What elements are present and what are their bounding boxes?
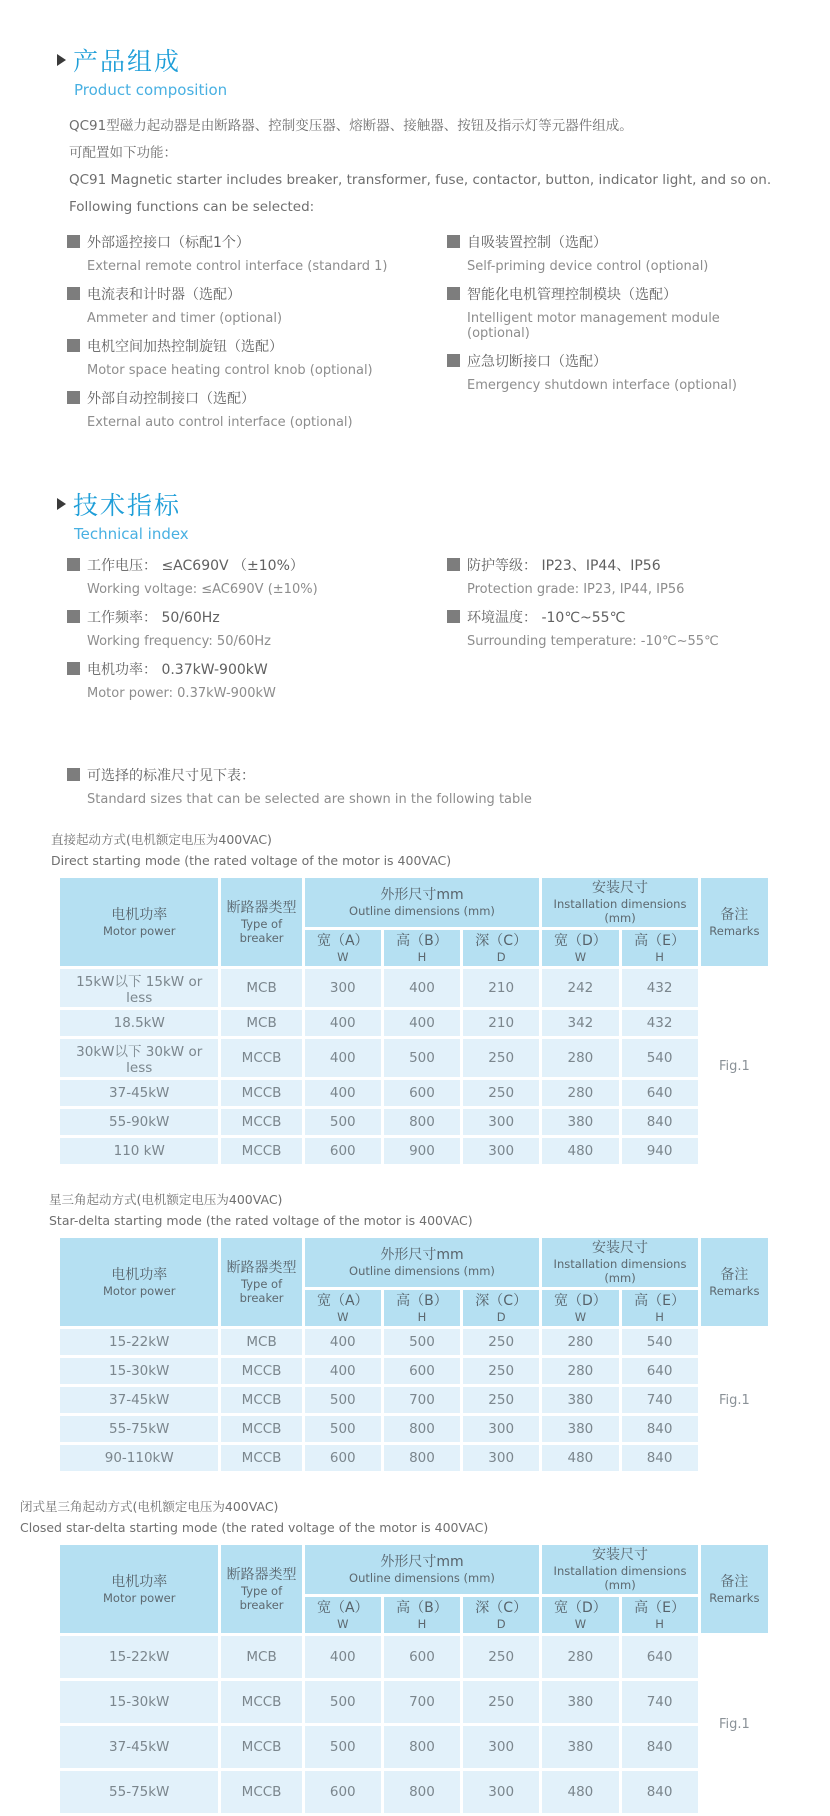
label-zh: 宽（D） — [554, 932, 607, 949]
label-en: H — [655, 949, 664, 964]
table-cell: 380 — [542, 1726, 618, 1768]
spec-zh: 工作频率： 50/60Hz — [87, 610, 220, 626]
label-zh: 外形尺寸mm — [380, 1554, 464, 1570]
header-depth-c — [463, 1290, 539, 1326]
label-en: Installation dimensions (mm) — [553, 1257, 687, 1285]
label-en: Motor power — [103, 1590, 176, 1605]
table-cell: 400 — [384, 1010, 460, 1036]
table-cell: MCB — [221, 1636, 301, 1678]
table-cell: MCCB — [221, 1358, 301, 1384]
table-cell: 800 — [384, 1109, 460, 1135]
header-motor-power — [60, 1238, 218, 1326]
spec-item — [447, 555, 773, 597]
header-remarks — [701, 878, 768, 966]
header-installation-dimensions — [542, 878, 697, 927]
table-cell: 740 — [622, 1387, 698, 1413]
caption-en: Star-delta starting mode (the rated voltage of the motor is 400VAC) — [49, 1213, 473, 1228]
table-cell: 400 — [305, 1010, 381, 1036]
table-cell: 300 — [463, 1109, 539, 1135]
table-row — [60, 1329, 768, 1355]
label-zh: 断路器类型 — [226, 899, 297, 916]
spec-en: Motor power: 0.37kW-900kW — [87, 686, 276, 701]
note-zh: 可选择的标准尺寸见下表： — [87, 768, 255, 784]
feature-en: Self-priming device control (optional) — [467, 259, 709, 274]
label-en: H — [417, 1616, 427, 1631]
square-bullet-icon — [447, 235, 460, 248]
table-cell: 15-30kW — [60, 1681, 218, 1723]
table-caption — [20, 1496, 773, 1538]
label-zh: 高（E） — [634, 1292, 686, 1309]
label-en: Remarks — [709, 923, 760, 938]
table-cell: 840 — [622, 1726, 698, 1768]
spec-column-right — [447, 555, 773, 711]
header-width-a — [305, 1597, 381, 1633]
label-zh: 深（C） — [475, 1599, 528, 1616]
table-cell: 432 — [622, 969, 698, 1007]
section-title-zh: 产品组成 — [73, 47, 182, 76]
table-cell: 840 — [622, 1109, 698, 1135]
table-cell: 280 — [542, 1358, 618, 1384]
table-cell: 600 — [305, 1445, 381, 1471]
table-row — [60, 1109, 768, 1135]
feature-zh: 智能化电机管理控制模块（选配） — [467, 287, 677, 303]
remark-cell: Fig.1 — [701, 969, 768, 1164]
label-en: Type of breaker — [239, 1583, 284, 1612]
feature-en: Ammeter and timer (optional) — [87, 311, 283, 326]
table-row — [60, 1771, 768, 1813]
table-cell: 500 — [305, 1726, 381, 1768]
label-en: H — [655, 1309, 664, 1324]
feature-item — [447, 284, 773, 341]
label-en: Installation dimensions (mm) — [553, 1564, 687, 1592]
spec-en: Working voltage: ≤AC690V (±10%) — [87, 582, 318, 597]
standard-sizes-note — [57, 765, 773, 807]
header-remarks — [701, 1238, 768, 1326]
table-cell: 380 — [542, 1109, 618, 1135]
feature-column-right — [447, 232, 773, 440]
spec-item — [447, 607, 773, 649]
table-cell: MCCB — [221, 1138, 301, 1164]
remark-cell: Fig.1 — [701, 1329, 768, 1471]
spec-en: Working frequency: 50/60Hz — [87, 634, 271, 649]
feature-item — [67, 388, 447, 430]
table-cell: 250 — [463, 1329, 539, 1355]
table-cell: MCCB — [221, 1771, 301, 1813]
table-cell: 900 — [384, 1138, 460, 1164]
table-cell: 640 — [622, 1636, 698, 1678]
table-caption — [51, 829, 773, 871]
table-cell: 480 — [542, 1771, 618, 1813]
table-cell: 250 — [463, 1080, 539, 1106]
label-en: W — [337, 949, 349, 964]
closed-star-delta-table — [57, 1542, 771, 1816]
triangle-right-icon — [57, 498, 66, 510]
label-zh: 深（C） — [475, 1292, 528, 1309]
square-bullet-icon — [67, 391, 80, 404]
header-breaker-type — [221, 1545, 301, 1633]
intro-line-en-2: Following functions can be selected: — [69, 199, 315, 215]
section-title-row — [57, 42, 773, 78]
table-cell: 250 — [463, 1636, 539, 1678]
table-cell: MCB — [221, 1329, 301, 1355]
label-zh: 宽（D） — [554, 1599, 607, 1616]
table-cell: 640 — [622, 1358, 698, 1384]
table-cell: 400 — [384, 969, 460, 1007]
spec-columns — [67, 555, 773, 711]
table-cell: 342 — [542, 1010, 618, 1036]
label-zh: 电机功率 — [111, 1266, 168, 1283]
caption-zh: 闭式星三角起动方式(电机额定电压为400VAC) — [20, 1499, 279, 1514]
table-cell: 400 — [305, 1329, 381, 1355]
label-en: H — [417, 1309, 427, 1324]
square-bullet-icon — [447, 558, 460, 571]
table-cell: 800 — [384, 1726, 460, 1768]
label-zh: 安装尺寸 — [592, 880, 648, 896]
feature-zh: 应急切断接口（选配） — [467, 354, 607, 370]
caption-en: Closed star-delta starting mode (the rated voltage of the motor is 400VAC) — [20, 1520, 489, 1535]
intro-line-en-1: QC91 Magnetic starter includes breaker, transformer, fuse, contactor, button, indicator light, and so on. — [69, 172, 772, 188]
label-zh: 断路器类型 — [226, 1259, 297, 1276]
label-zh: 备注 — [720, 1266, 749, 1283]
table-cell: 18.5kW — [60, 1010, 218, 1036]
header-outline-dimensions — [305, 878, 540, 927]
label-zh: 高（B） — [396, 1599, 448, 1616]
section-title-en: Product composition — [74, 81, 228, 99]
table-cell: 300 — [463, 1416, 539, 1442]
header-height-b — [384, 1290, 460, 1326]
table-cell: 280 — [542, 1039, 618, 1077]
feature-item — [447, 232, 773, 274]
spec-column-left — [67, 555, 447, 711]
square-bullet-icon — [67, 662, 80, 675]
label-zh: 安装尺寸 — [592, 1547, 648, 1563]
table-cell: 300 — [463, 1138, 539, 1164]
table-cell: 90-110kW — [60, 1445, 218, 1471]
label-en: H — [417, 949, 427, 964]
section-product-composition — [57, 42, 773, 440]
table-cell: 300 — [305, 969, 381, 1007]
label-en: W — [337, 1616, 349, 1631]
header-width-d — [542, 1597, 618, 1633]
table-cell: MCCB — [221, 1416, 301, 1442]
direct-starting-table — [57, 875, 771, 1167]
label-en: Outline dimensions (mm) — [349, 1571, 495, 1585]
table-cell: 300 — [463, 1445, 539, 1471]
label-en: Motor power — [103, 923, 176, 938]
table-cell: 250 — [463, 1681, 539, 1723]
intro-paragraphs — [69, 114, 773, 220]
table-cell: 600 — [305, 1771, 381, 1813]
table-cell: 380 — [542, 1387, 618, 1413]
table-cell: 30kW以下 30kW or less — [60, 1039, 218, 1077]
feature-item — [67, 232, 447, 274]
label-en: W — [574, 949, 587, 964]
table-cell: MCCB — [221, 1726, 301, 1768]
table-cell: 110 kW — [60, 1138, 218, 1164]
spec-item — [67, 555, 447, 597]
intro-line-zh-1: QC91型磁力起动器是由断路器、控制变压器、熔断器、接触器、按钮及指示灯等元器件组成。 — [69, 118, 633, 134]
square-bullet-icon — [447, 354, 460, 367]
table-cell: MCB — [221, 1010, 301, 1036]
header-breaker-type — [221, 1238, 301, 1326]
feature-en: External auto control interface (optional) — [87, 415, 353, 430]
feature-column-left — [67, 232, 447, 440]
spec-zh: 防护等级： IP23、IP44、IP56 — [467, 558, 661, 574]
table-caption — [49, 1189, 773, 1231]
table-row — [60, 1039, 768, 1077]
header-installation-dimensions — [542, 1545, 697, 1594]
square-bullet-icon — [67, 768, 80, 781]
table-cell: 640 — [622, 1080, 698, 1106]
label-zh: 外形尺寸mm — [380, 887, 464, 903]
spec-zh: 电机功率： 0.37kW-900kW — [87, 662, 268, 678]
feature-en: Intelligent motor management module (optional) — [467, 311, 720, 341]
table-cell: 380 — [542, 1416, 618, 1442]
table-cell: 540 — [622, 1329, 698, 1355]
table-cell: 540 — [622, 1039, 698, 1077]
table-cell: 280 — [542, 1080, 618, 1106]
table-cell: 210 — [463, 969, 539, 1007]
feature-zh: 外部自动控制接口（选配） — [87, 391, 255, 407]
feature-zh: 电流表和计时器（选配） — [87, 287, 241, 303]
table-cell: 15-22kW — [60, 1329, 218, 1355]
label-en: Outline dimensions (mm) — [349, 904, 495, 918]
feature-zh: 外部遥控接口（标配1个） — [87, 235, 250, 251]
label-zh: 外形尺寸mm — [380, 1247, 464, 1263]
table-cell: 400 — [305, 1080, 381, 1106]
table-cell: 600 — [305, 1138, 381, 1164]
table-row — [60, 1726, 768, 1768]
feature-item — [447, 351, 773, 393]
table-cell: 800 — [384, 1445, 460, 1471]
header-height-e — [622, 930, 698, 966]
table-cell: 480 — [542, 1445, 618, 1471]
table-cell: 840 — [622, 1445, 698, 1471]
intro-line-zh-2: 可配置如下功能： — [69, 145, 177, 161]
table-cell: 480 — [542, 1138, 618, 1164]
table-cell: 800 — [384, 1771, 460, 1813]
spec-zh: 工作电压： ≤AC690V （±10%） — [87, 558, 304, 574]
table-cell: 600 — [384, 1358, 460, 1384]
caption-en: Direct starting mode (the rated voltage of the motor is 400VAC) — [51, 853, 452, 868]
table-cell: 15-22kW — [60, 1636, 218, 1678]
header-motor-power — [60, 878, 218, 966]
label-zh: 电机功率 — [111, 906, 168, 923]
square-bullet-icon — [67, 339, 80, 352]
table-cell: 37-45kW — [60, 1387, 218, 1413]
table-cell: 400 — [305, 1636, 381, 1678]
label-en: Remarks — [709, 1283, 760, 1298]
table-cell: 37-45kW — [60, 1726, 218, 1768]
feature-en: External remote control interface (standard 1) — [87, 259, 388, 274]
section-title-en: Technical index — [74, 525, 189, 543]
spec-zh: 环境温度： -10℃~55℃ — [467, 610, 626, 626]
table-cell: 700 — [384, 1681, 460, 1723]
label-zh: 宽（A） — [316, 1599, 369, 1616]
table-cell: 500 — [384, 1329, 460, 1355]
table-cell: MCCB — [221, 1080, 301, 1106]
label-zh: 宽（D） — [554, 1292, 607, 1309]
label-en: W — [574, 1309, 587, 1324]
header-height-e — [622, 1290, 698, 1326]
label-zh: 备注 — [720, 1573, 749, 1590]
label-en: Outline dimensions (mm) — [349, 1264, 495, 1278]
table-cell: 242 — [542, 969, 618, 1007]
header-width-d — [542, 1290, 618, 1326]
spec-item — [67, 659, 447, 701]
table-cell: 280 — [542, 1636, 618, 1678]
square-bullet-icon — [67, 610, 80, 623]
table-cell: 740 — [622, 1681, 698, 1723]
square-bullet-icon — [67, 235, 80, 248]
table-cell: MCB — [221, 969, 301, 1007]
table-cell: 840 — [622, 1416, 698, 1442]
table-cell: 500 — [384, 1039, 460, 1077]
table-row — [60, 1010, 768, 1036]
label-zh: 备注 — [720, 906, 749, 923]
table-row — [60, 1681, 768, 1723]
section-technical-index — [57, 486, 773, 711]
feature-en: Motor space heating control knob (optional) — [87, 363, 373, 378]
square-bullet-icon — [67, 558, 80, 571]
table-cell: 55-75kW — [60, 1416, 218, 1442]
label-zh: 高（B） — [396, 1292, 448, 1309]
table-cell: 400 — [305, 1039, 381, 1077]
table-cell: 400 — [305, 1358, 381, 1384]
table-cell: 500 — [305, 1109, 381, 1135]
table-cell: 500 — [305, 1387, 381, 1413]
table-cell: 840 — [622, 1771, 698, 1813]
label-en: W — [337, 1309, 349, 1324]
header-width-a — [305, 930, 381, 966]
table-cell: 250 — [463, 1358, 539, 1384]
square-bullet-icon — [447, 287, 460, 300]
header-height-e — [622, 1597, 698, 1633]
table-cell: 600 — [384, 1080, 460, 1106]
table-row — [60, 1138, 768, 1164]
header-installation-dimensions — [542, 1238, 697, 1287]
table-row — [60, 1445, 768, 1471]
table-cell: 15kW以下 15kW or less — [60, 969, 218, 1007]
header-depth-c — [463, 1597, 539, 1633]
label-zh: 宽（A） — [316, 1292, 369, 1309]
label-en: W — [574, 1616, 587, 1631]
feature-item — [67, 284, 447, 326]
table-cell: MCCB — [221, 1109, 301, 1135]
header-width-d — [542, 930, 618, 966]
feature-item — [67, 336, 447, 378]
table-cell: 432 — [622, 1010, 698, 1036]
table-cell: 55-75kW — [60, 1771, 218, 1813]
triangle-right-icon — [57, 54, 66, 66]
table-cell: 800 — [384, 1416, 460, 1442]
feature-zh: 电机空间加热控制旋钮（选配） — [87, 339, 283, 355]
table-cell: 380 — [542, 1681, 618, 1723]
label-en: D — [496, 1616, 506, 1631]
square-bullet-icon — [447, 610, 460, 623]
label-zh: 电机功率 — [111, 1573, 168, 1590]
table-cell: MCCB — [221, 1445, 301, 1471]
table-cell: 250 — [463, 1387, 539, 1413]
feature-columns — [67, 232, 773, 440]
remark-cell: Fig.1 — [701, 1636, 768, 1813]
header-outline-dimensions — [305, 1545, 540, 1594]
header-outline-dimensions — [305, 1238, 540, 1287]
label-zh: 高（E） — [634, 932, 686, 949]
table-cell: 37-45kW — [60, 1080, 218, 1106]
table-cell: MCCB — [221, 1039, 301, 1077]
label-en: H — [655, 1616, 664, 1631]
spec-item — [67, 607, 447, 649]
table-cell: 55-90kW — [60, 1109, 218, 1135]
note-en: Standard sizes that can be selected are shown in the following table — [87, 792, 532, 807]
table-cell: 300 — [463, 1771, 539, 1813]
label-zh: 深（C） — [475, 932, 528, 949]
table-row — [60, 1416, 768, 1442]
spec-en: Protection grade: IP23, IP44, IP56 — [467, 582, 685, 597]
table-row — [60, 1080, 768, 1106]
table-row — [60, 1636, 768, 1678]
header-motor-power — [60, 1545, 218, 1633]
header-depth-c — [463, 930, 539, 966]
label-en: Type of breaker — [239, 916, 284, 945]
section-title-zh: 技术指标 — [73, 491, 182, 520]
table-cell: 300 — [463, 1726, 539, 1768]
table-row — [60, 1358, 768, 1384]
label-en: Type of breaker — [239, 1276, 284, 1305]
table-row — [60, 1387, 768, 1413]
table-cell: 500 — [305, 1681, 381, 1723]
spec-en: Surrounding temperature: -10℃~55℃ — [467, 634, 719, 649]
header-breaker-type — [221, 878, 301, 966]
table-cell: 500 — [305, 1416, 381, 1442]
table-cell: 280 — [542, 1329, 618, 1355]
label-en: D — [496, 949, 506, 964]
label-en: Motor power — [103, 1283, 176, 1298]
label-zh: 宽（A） — [316, 932, 369, 949]
label-zh: 高（B） — [396, 932, 448, 949]
square-bullet-icon — [67, 287, 80, 300]
table-cell: 210 — [463, 1010, 539, 1036]
header-remarks — [701, 1545, 768, 1633]
caption-zh: 星三角起动方式(电机额定电压为400VAC) — [49, 1192, 283, 1207]
table-cell: 250 — [463, 1039, 539, 1077]
label-en: Remarks — [709, 1590, 760, 1605]
label-zh: 高（E） — [634, 1599, 686, 1616]
caption-zh: 直接起动方式(电机额定电压为400VAC) — [51, 832, 272, 847]
table-cell: 700 — [384, 1387, 460, 1413]
table-cell: 15-30kW — [60, 1358, 218, 1384]
table-cell: 600 — [384, 1636, 460, 1678]
feature-zh: 自吸装置控制（选配） — [467, 235, 607, 251]
feature-en: Emergency shutdown interface (optional) — [467, 378, 737, 393]
label-zh: 安装尺寸 — [592, 1240, 648, 1256]
label-en: Installation dimensions (mm) — [553, 897, 687, 925]
table-cell: 940 — [622, 1138, 698, 1164]
header-height-b — [384, 1597, 460, 1633]
section-title-row — [57, 486, 773, 522]
table-cell: MCCB — [221, 1681, 301, 1723]
table-cell: MCCB — [221, 1387, 301, 1413]
star-delta-table — [57, 1235, 771, 1474]
header-width-a — [305, 1290, 381, 1326]
header-height-b — [384, 930, 460, 966]
label-en: D — [496, 1309, 506, 1324]
label-zh: 断路器类型 — [226, 1566, 297, 1583]
table-row — [60, 969, 768, 1007]
